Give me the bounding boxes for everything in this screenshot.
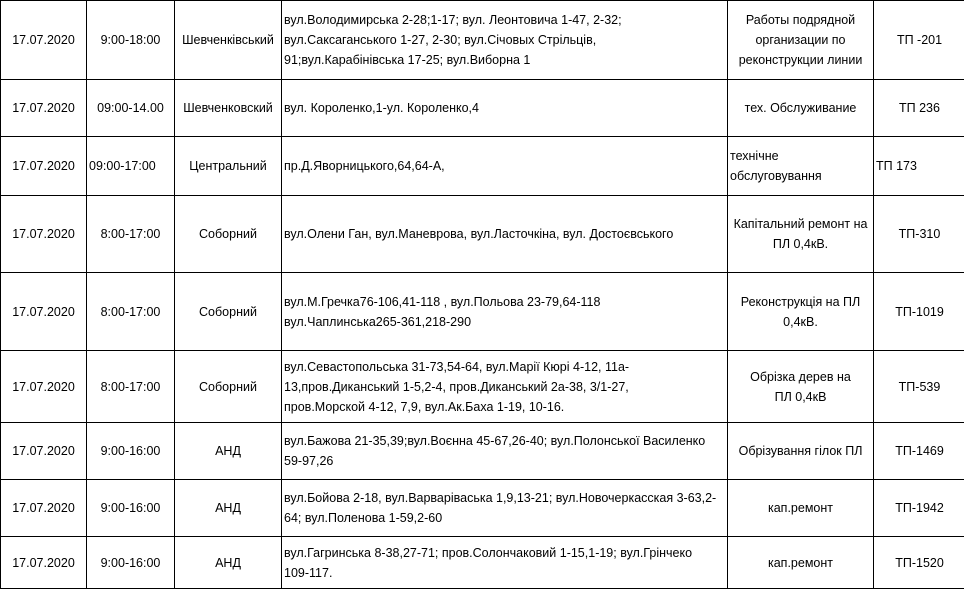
- address-line: вул.Володимирська 2-28;1-17; вул. Леонтовича 1-47, 2-32;: [284, 13, 622, 27]
- address-line: 91;вул.Карабінівська 17-25; вул.Виборна 1: [284, 53, 531, 67]
- reason-line: организации по: [755, 33, 846, 47]
- address-line: вул.Гагринська 8-38,27-71; пров.Солончаковий 1-15,1-19; вул.Грінчеко: [284, 545, 693, 560]
- reason-line: Обрізування гілок ПЛ: [738, 444, 863, 458]
- reason-cell: [728, 137, 874, 196]
- reason-line: кап.ремонт: [767, 555, 833, 570]
- address-line: вул.М.Гречка76-106,41-118 , вул.Польова 23-79,64-118: [284, 294, 601, 309]
- table-row: [1, 80, 964, 137]
- district-cell: Соборний: [175, 351, 282, 423]
- address-line: вул.Чаплинська265-361,218-290: [284, 314, 472, 329]
- address-line: 13,пров.Диканський 1-5,2-4, пров.Диканський 2а-38, 3/1-27,: [284, 379, 629, 394]
- reason-line: реконструкции линии: [738, 53, 863, 67]
- address-cell: [282, 480, 728, 537]
- reason-cell: [728, 423, 874, 480]
- district-cell: АНД: [175, 480, 282, 537]
- substation-cell: ТП-539: [874, 351, 964, 423]
- date-cell: 17.07.2020: [1, 423, 87, 480]
- substation-cell: ТП -201: [874, 1, 964, 80]
- substation-cell: ТП-1942: [874, 480, 964, 537]
- address-cell: [282, 351, 728, 423]
- reason-cell: [728, 480, 874, 537]
- address-cell: [282, 196, 728, 273]
- reason-line: кап.ремонт: [767, 501, 833, 515]
- reason-cell: [728, 537, 874, 589]
- reason-cell: [728, 1, 874, 80]
- reason-cell: [728, 273, 874, 351]
- address-cell: [282, 537, 728, 589]
- address-cell: [282, 273, 728, 351]
- reason-line: Реконструкція на ПЛ: [740, 294, 861, 309]
- reason-cell: [728, 196, 874, 273]
- table-row: [1, 537, 964, 589]
- district-cell: Шевченківський: [175, 1, 282, 80]
- date-cell: 17.07.2020: [1, 80, 87, 137]
- address-line: вул.Бажова 21-35,39;вул.Воєнна 45-67,26-40; вул.Полонської Василенко: [284, 434, 706, 448]
- substation-cell: ТП 236: [874, 80, 964, 137]
- address-line: вул.Бойова 2-18, вул.Варваріваська 1,9,13-21; вул.Новочеркасская 3-63,2-: [284, 491, 717, 505]
- date-cell: 17.07.2020: [1, 480, 87, 537]
- time-cell: 8:00-17:00: [87, 351, 175, 423]
- address-cell: [282, 423, 728, 480]
- date-cell: 17.07.2020: [1, 137, 87, 196]
- address-line: 64; вул.Поленова 1-59,2-60: [284, 511, 443, 525]
- outage-schedule-body: [1, 1, 964, 589]
- address-line: 59-97,26: [284, 454, 334, 468]
- time-cell: 9:00-18:00: [87, 1, 175, 80]
- reason-line: Обрізка дерев на: [750, 369, 851, 384]
- time-cell: 09:00-14.00: [87, 80, 175, 137]
- reason-cell: [728, 351, 874, 423]
- table-row: [1, 351, 964, 423]
- address-line: пр.Д.Яворницького,64,64-А,: [284, 159, 445, 173]
- reason-line: 0,4кВ.: [783, 314, 818, 329]
- table-row: [1, 423, 964, 480]
- date-cell: 17.07.2020: [1, 273, 87, 351]
- reason-line: Работы подрядной: [745, 13, 856, 27]
- table-row: [1, 1, 964, 80]
- table-row: [1, 137, 964, 196]
- time-cell: 9:00-16:00: [87, 537, 175, 589]
- reason-line: тех. Обслуживание: [744, 101, 857, 115]
- address-line: вул.Севастопольська 31-73,54-64, вул.Марії Кюрі 4-12, 11а-: [284, 359, 630, 374]
- time-cell: 9:00-16:00: [87, 480, 175, 537]
- address-line: 109-117.: [284, 565, 333, 580]
- address-line: пров.Морской 4-12, 7,9, вул.Ак.Баха 1-19, 10-16.: [284, 399, 565, 414]
- time-cell: 9:00-16:00: [87, 423, 175, 480]
- address-cell: [282, 1, 728, 80]
- date-cell: 17.07.2020: [1, 351, 87, 423]
- address-line: вул. Короленко,1-ул. Короленко,4: [284, 101, 479, 115]
- district-cell: АНД: [175, 423, 282, 480]
- substation-cell: ТП-1469: [874, 423, 964, 480]
- table-row: [1, 273, 964, 351]
- date-cell: 17.07.2020: [1, 1, 87, 80]
- reason-line: обслуговування: [730, 169, 822, 183]
- substation-cell: ТП-310: [874, 196, 964, 273]
- table-row: [1, 480, 964, 537]
- time-cell: 09:00-17:00: [87, 137, 175, 196]
- address-cell: [282, 137, 728, 196]
- time-cell: 8:00-17:00: [87, 273, 175, 351]
- reason-line: ПЛ 0,4кВ.: [772, 237, 829, 251]
- district-cell: Соборний: [175, 273, 282, 351]
- substation-cell: ТП-1019: [874, 273, 964, 351]
- address-line: вул.Олени Ган, вул.Маневрова, вул.Ласточкіна, вул. Достоєвського: [284, 227, 674, 241]
- time-cell: 8:00-17:00: [87, 196, 175, 273]
- reason-line: ПЛ 0,4кВ: [774, 389, 827, 404]
- date-cell: 17.07.2020: [1, 196, 87, 273]
- substation-cell: ТП 173: [874, 137, 964, 196]
- reason-cell: [728, 80, 874, 137]
- address-line: вул.Саксаганського 1-27, 2-30; вул.Січовых Стрільців,: [284, 33, 597, 47]
- table-row: [1, 196, 964, 273]
- district-cell: АНД: [175, 537, 282, 589]
- reason-line: технічне: [730, 149, 779, 163]
- date-cell: 17.07.2020: [1, 537, 87, 589]
- district-cell: Соборний: [175, 196, 282, 273]
- district-cell: Центральний: [175, 137, 282, 196]
- reason-line: Капітальний ремонт на: [733, 217, 868, 231]
- address-cell: [282, 80, 728, 137]
- substation-cell: ТП-1520: [874, 537, 964, 589]
- district-cell: Шевченковский: [175, 80, 282, 137]
